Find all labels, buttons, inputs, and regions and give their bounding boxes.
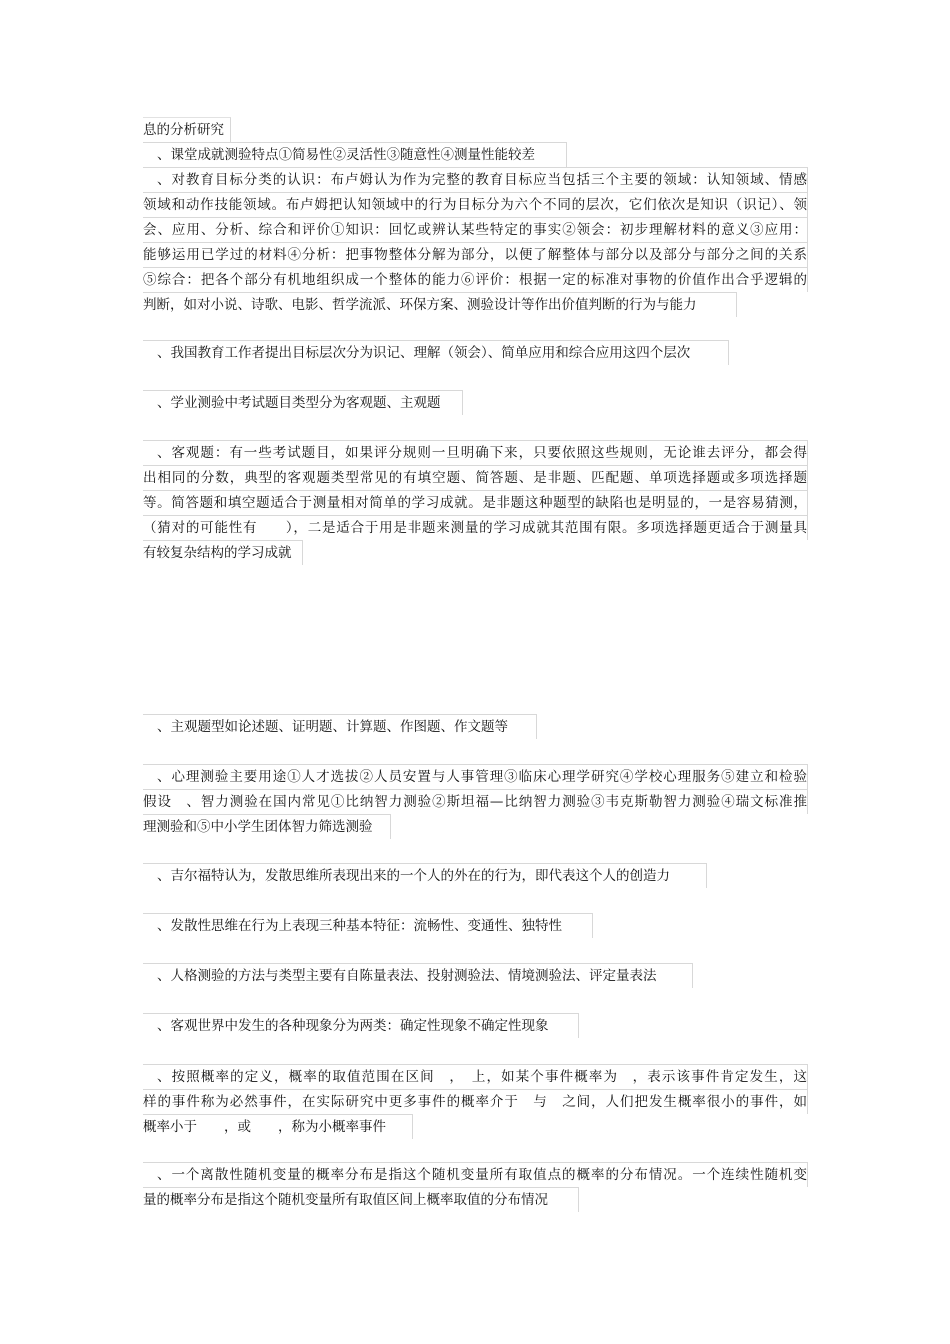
text-line: 、心理测验主要用途①人才选拔②人员安置与人事管理③临床心理学研究④学校心理服务⑤建立和检验	[143, 764, 808, 789]
text-line: 领域和动作技能领域。布卢姆把认知领域中的行为目标分为六个不同的层次，它们依次是知识（识记）、领	[143, 192, 808, 217]
text-line: 量的概率分布是指这个随机变量所有取值区间上概率取值的分布情况	[143, 1187, 579, 1212]
text-line: 会、应用、分析、综合和评价①知识：回忆或辨认某些特定的事实②领会：初步理解材料的意义③应用：	[143, 217, 808, 242]
text-line: 、课堂成就测验特点①简易性②灵活性③随意性④测量性能较差	[143, 142, 567, 167]
text-line: ⑤综合：把各个部分有机地组织成一个整体的能力⑥评价：根据一定的标准对事物的价值作出合乎逻辑的	[143, 267, 808, 292]
text-line: 、学业测验中考试题目类型分为客观题、主观题	[143, 390, 463, 415]
text-line: 、主观题型如论述题、证明题、计算题、作图题、作文题等	[143, 714, 537, 739]
text-line: 、我国教育工作者提出目标层次分为识记、理解（领会）、简单应用和综合应用这四个层次	[143, 340, 729, 365]
text-line: 、客观世界中发生的各种现象分为两类：确定性现象不确定性现象	[143, 1013, 579, 1038]
text-line: 、客观题：有一些考试题目，如果评分规则一旦明确下来，只要依照这些规则，无论谁去评分，都会得	[143, 440, 808, 465]
text-line: 能够运用已学过的材料④分析：把事物整体分解为部分，以便了解整体与部分以及部分与部分之间的关系	[143, 242, 808, 267]
text-line: 判断，如对小说、诗歌、电影、哲学流派、环保方案、测验设计等作出价值判断的行为与能力	[143, 292, 737, 317]
text-line: 理测验和⑤中小学生团体智力筛选测验	[143, 814, 391, 839]
text-line: 、人格测验的方法与类型主要有自陈量表法、投射测验法、情境测验法、评定量表法	[143, 963, 693, 988]
text-line: 样的事件称为必然事件，在实际研究中更多事件的概率介于 与 之间，人们把发生概率很小的事件，如	[143, 1089, 808, 1114]
text-line: 、对教育目标分类的认识：布卢姆认为作为完整的教育目标应当包括三个主要的领域：认知领域、情感	[143, 167, 808, 192]
text-line: 假设 、智力测验在国内常见①比纳智力测验②斯坦福—比纳智力测验③韦克斯勒智力测验④瑞文标准推	[143, 789, 808, 814]
text-line: 概率小于 ，或 ，称为小概率事件	[143, 1114, 413, 1139]
text-line: （猜对的可能性有 ），二是适合于用是非题来测量的学习成就其范围有限。多项选择题更适合于测量具	[143, 515, 808, 540]
text-line: 等。简答题和填空题适合于测量相对简单的学习成就。是非题这种题型的缺陷也是明显的，一是容易猜测，	[143, 490, 808, 515]
text-line: 、吉尔福特认为，发散思维所表现出来的一个人的外在的行为，即代表这个人的创造力	[143, 863, 707, 888]
text-line: 、按照概率的定义，概率的取值范围在区间 ， 上，如某个事件概率为 ，表示该事件肯定发生，这	[143, 1064, 808, 1089]
text-line: 出相同的分数，典型的客观题类型常见的有填空题、简答题、是非题、匹配题、单项选择题或多项选择题	[143, 465, 808, 490]
text-line: 、一个离散性随机变量的概率分布是指这个随机变量所有取值点的概率的分布情况。一个连续性随机变	[143, 1162, 808, 1187]
text-line: 有较复杂结构的学习成就	[143, 540, 303, 565]
text-line: 、发散性思维在行为上表现三种基本特征：流畅性、变通性、独特性	[143, 913, 593, 938]
text-line: 息的分析研究	[143, 117, 231, 142]
